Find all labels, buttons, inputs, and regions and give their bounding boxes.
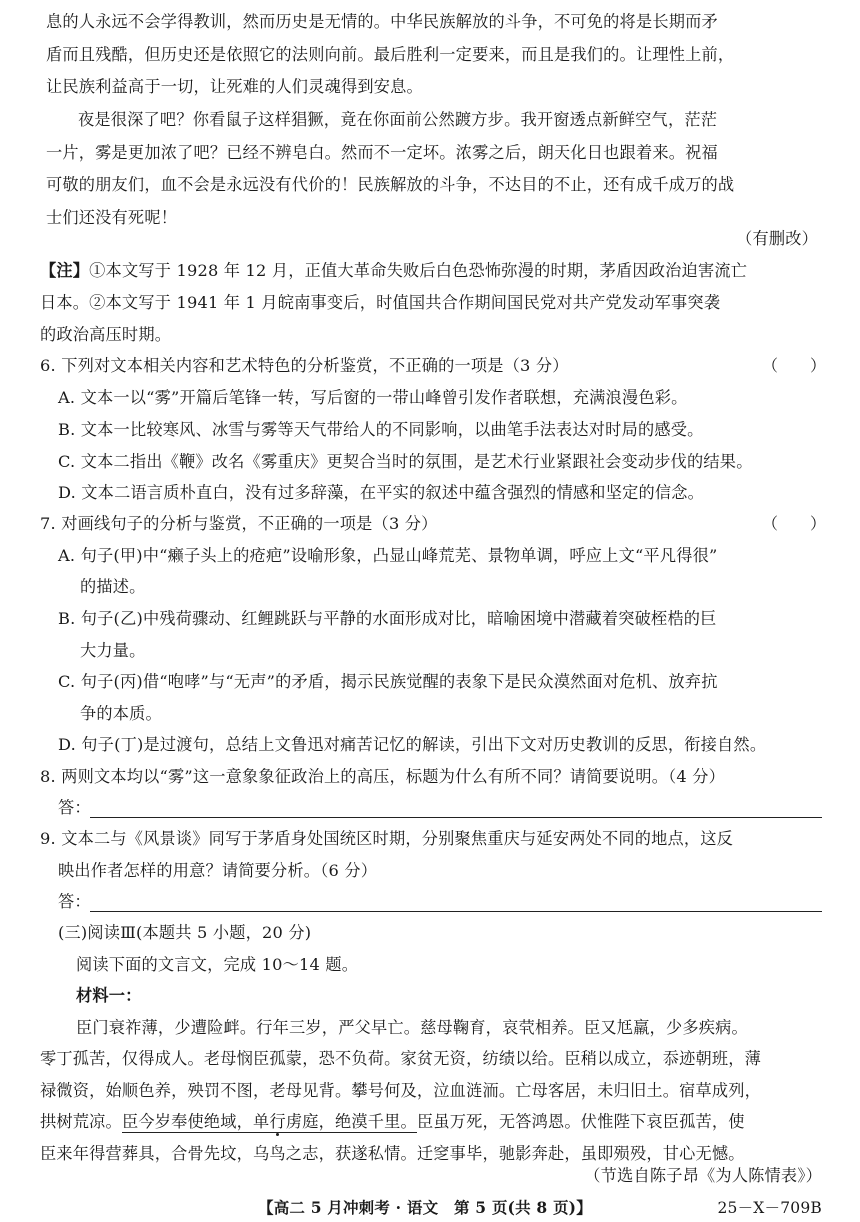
- annotation-line: 的政治高压时期。: [40, 325, 172, 344]
- passage-line: 盾而且残酷，但历史还是依照它的法则向前。最后胜利一定要来，而且是我们的。让理性上前，: [46, 45, 735, 64]
- classical-text-line: [40, 1111, 860, 1133]
- option-b-cont: 大力量。: [80, 641, 146, 660]
- text-segment: 虏庭，绝漠千里。: [285, 1112, 417, 1131]
- text-segment: 拱树荒凉。: [40, 1112, 122, 1131]
- option-b: B. 句子(乙)中残荷骤动、红鲤跳跃与平静的水面形成对比，暗喻困境中潜藏着突破桎梏的巨: [58, 609, 717, 628]
- paper-code: 25－X－709B: [717, 1199, 822, 1217]
- question-9: 9. 文本二与《风景谈》同写于茅盾身处国统区时期，分别聚焦重庆与延安两处不同的地点，这反: [40, 829, 734, 848]
- underlined-sentence: [122, 1112, 417, 1133]
- answer-blank-q7[interactable]: （ ）: [762, 514, 827, 533]
- classical-text-line: 零丁孤苦，仅得成人。老母悯臣孤蒙，恐不负荷。家贫无资，纺绩以给。臣稍以成立，忝迹朝班，薄: [40, 1049, 762, 1068]
- answer-label: 答：: [58, 798, 91, 817]
- passage-line: 可敬的朋友们，血不会是永远没有代价的！民族解放的斗争，不达目的不止，还有成千成万的战: [46, 175, 735, 194]
- passage-line: 让民族利益高于一切，让死难的人们灵魂得到安息。: [46, 77, 423, 96]
- emphasis-dot-char: 行: [269, 1112, 286, 1131]
- section-heading: (三)阅读Ⅲ(本题共 5 小题，20 分): [58, 923, 312, 942]
- option-c-cont: 争的本质。: [80, 704, 162, 723]
- note-tag: 【注】: [40, 261, 90, 280]
- text-segment: 臣今岁奉使绝域，单: [121, 1112, 270, 1131]
- answer-line-q8[interactable]: [90, 817, 822, 818]
- classical-text-line: 臣门衰祚薄，少遭险衅。行年三岁，严父早亡。慈母鞠育，哀茕相养。臣又尪羸，少多疾病。: [76, 1018, 748, 1037]
- passage-line: 夜是很深了吧？你看鼠子这样猖獗，竟在你面前公然踱方步。我开窗透点新鲜空气，茫茫: [78, 110, 718, 129]
- section-instruction: 阅读下面的文言文，完成 10～14 题。: [76, 955, 359, 974]
- question-9-cont: 映出作者怎样的用意？请简要分析。（6 分）: [58, 861, 378, 880]
- material-label: 材料一：: [76, 986, 142, 1005]
- option-d: D. 文本二语言质朴直白，没有过多辞藻，在平实的叙述中蕴含强烈的情感和坚定的信念。: [58, 483, 705, 502]
- annotation-line: [40, 260, 860, 282]
- passage-line: 士们还没有死呢！: [46, 208, 178, 227]
- option-c: C. 文本二指出《鞭》改名《雾重庆》更契合当时的氛围，是艺术行业紧跟社会变动步伐的结果。: [58, 452, 753, 471]
- question-6: 6. 下列对文本相关内容和艺术特色的分析鉴赏，不正确的一项是（3 分）: [40, 356, 569, 375]
- option-d: D. 句子(丁)是过渡句，总结上文鲁迅对痛苦记忆的解读，引出下文对历史教训的反思，衔接自然。: [58, 735, 767, 754]
- note-text: ①本文写于 1928 年 12 月，正值大革命失败后白色恐怖弥漫的时期，茅盾因政治迫害流亡: [89, 261, 748, 280]
- question-8: 8. 两则文本均以“雾”这一意象象征政治上的高压，标题为什么有所不同？请简要说明。（4 分）: [40, 767, 725, 786]
- option-a-cont: 的描述。: [80, 577, 146, 596]
- source-note: （有删改）: [736, 229, 818, 248]
- page-footer: 【高二 5 月冲刺考 · 语文 第 5 页(共 8 页)】: [258, 1198, 592, 1217]
- question-7: 7. 对画线句子的分析与鉴赏，不正确的一项是（3 分）: [40, 514, 438, 533]
- answer-line-q9[interactable]: [90, 911, 822, 912]
- annotation-line: 日本。②本文写于 1941 年 1 月皖南事变后，时值国共合作期间国民党对共产党发动军事突袭: [40, 293, 721, 312]
- answer-label: 答：: [58, 892, 91, 911]
- passage-line: 息的人永远不会学得教训，然而历史是无情的。中华民族解放的斗争，不可免的将是长期而矛: [46, 12, 718, 31]
- text-segment: 臣虽万死，无答鸿恩。伏惟陛下哀臣孤苦，使: [416, 1112, 745, 1131]
- classical-text-line: 臣来年得营葬具，合骨先坟，乌鸟之志，获遂私情。迁窆事毕，驰影奔赴，虽即殒殁，甘心无憾。: [40, 1144, 745, 1163]
- option-b: B. 文本一比较寒风、冰雪与雾等天气带给人的不同影响，以曲笔手法表达对时局的感受。: [58, 420, 704, 439]
- option-c: C. 句子(丙)借“咆哮”与“无声”的矛盾，揭示民族觉醒的表象下是民众漠然面对危机、放弃抗: [58, 672, 718, 691]
- source-note: （节选自陈子昂《为人陈情表》）: [584, 1166, 822, 1185]
- classical-text-line: 禄微资，始顺色养，殃罚不图，老母见背。攀号何及，泣血涟洏。亡母客居，未归旧土。宿草成列，: [40, 1081, 762, 1100]
- answer-blank-q6[interactable]: （ ）: [762, 356, 827, 375]
- passage-line: 一片，雾是更加浓了吧？已经不辨皂白。然而不一定坏。浓雾之后，朗天化日也跟着来。祝福: [46, 143, 718, 162]
- option-a: A. 句子(甲)中“癞子头上的疮疤”设喻形象，凸显山峰荒芜、景物单调，呼应上文“平凡得很”: [58, 546, 718, 565]
- option-a: A. 文本一以“雾”开篇后笔锋一转，写后窗的一带山峰曾引发作者联想，充满浪漫色彩。: [58, 388, 688, 407]
